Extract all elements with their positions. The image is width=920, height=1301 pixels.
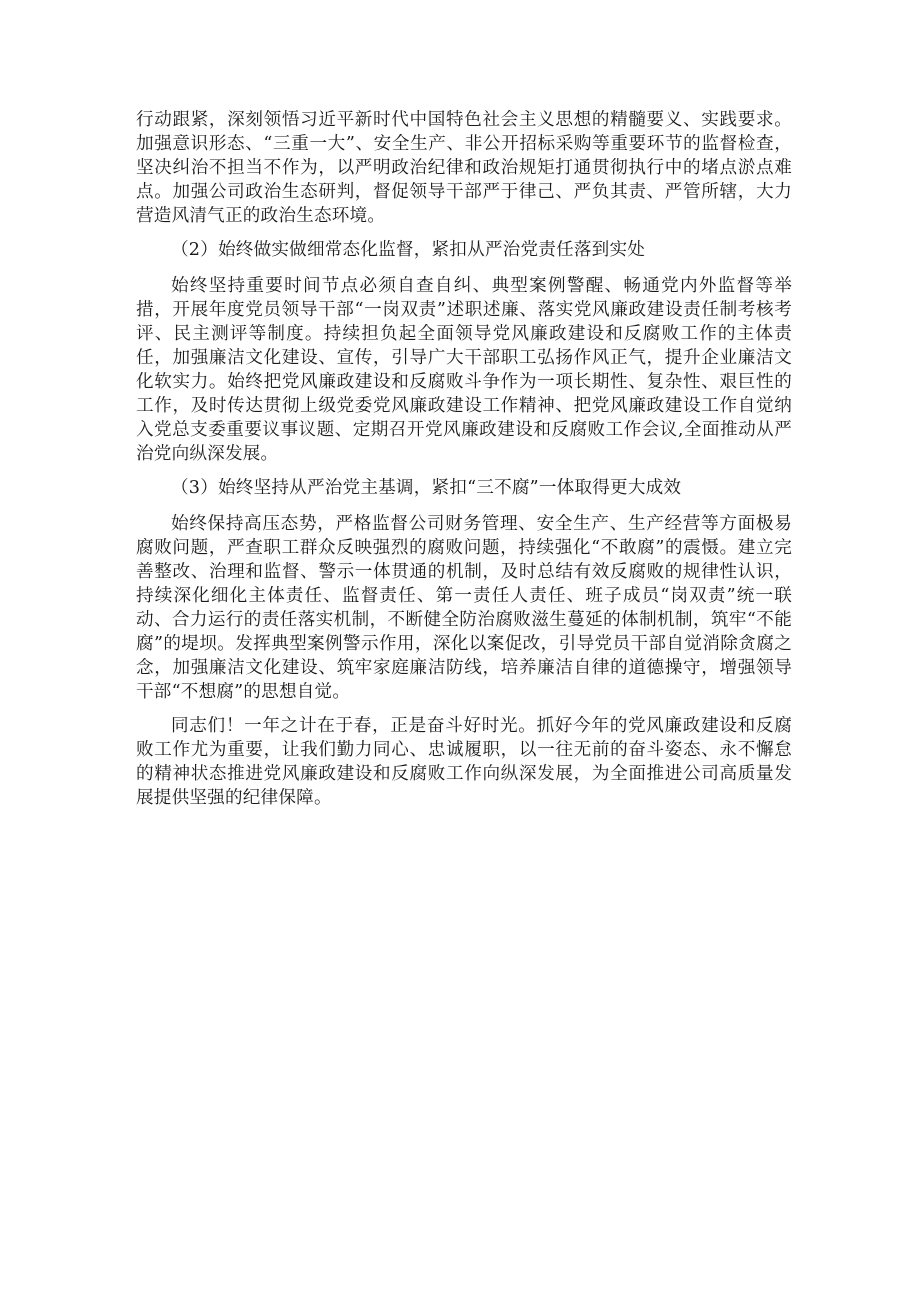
paragraph-closing: 同志们！一年之计在于春，正是奋斗好时光。抓好今年的党风廉政建设和反腐败工作尤为重要，让我们勤力同心、忠诚履职，以一往无前的奋斗姿态、永不懈怠的精神状态推进党风廉政建设和反腐败工作向纵深发展，为全面推进公司高质量发展提供坚强的纪律保障。 bbox=[136, 716, 792, 808]
document-page bbox=[136, 108, 792, 820]
section-heading-2: （2）始终做实做细常态化监督，紧扣从严治党责任落到实处 bbox=[171, 240, 646, 260]
paragraph-continuation: 行动跟紧，深刻领悟习近平新时代中国特色社会主义思想的精髓要义、实践要求。加强意识形态、“三重一大”、安全生产、非公开招标采购等重要环节的监督检查，坚决纠治不担当不作为，以严明政治纪律和政治规矩打通贯彻执行中的堵点淤点难点。加强公司政治生态研判，督促领导干部严于律己、严负其责、严管所辖，大力营造风清气正的政治生态环境。 bbox=[136, 110, 792, 226]
section-heading-3: （3）始终坚持从严治党主基调，紧扣“三不腐”一体取得更大成效 bbox=[171, 478, 682, 498]
paragraph-section-3: 始终保持高压态势，严格监督公司财务管理、安全生产、生产经营等方面极易腐败问题，严查职工群众反映强烈的腐败问题，持续强化“不敢腐”的震慑。建立完善整改、治理和监督、警示一体贯通的机制，及时总结有效反腐败的规律性认识，持续深化细化主体责任、监督责任、第一责任人责任、班子成员“岗双责”统一联动、合力运行的责任落实机制，不断健全防治腐败滋生蔓延的体制机制，筑牢“不能腐”的堤坝。发挥典型案例警示作用，深化以案促改，引导党员干部自觉消除贪腐之念，加强廉洁文化建设、筑牢家庭廉洁防线，培养廉洁自律的道德操守，增强领导干部“不想腐”的思想自觉。 bbox=[136, 514, 792, 702]
paragraph-section-2: 始终坚持重要时间节点必须自查自纠、典型案例警醒、畅通党内外监督等举措，开展年度党员领导干部“一岗双责”述职述廉、落实党风廉政建设责任制考核考评、民主测评等制度。持续担负起全面领导党风廉政建设和反腐败工作的主体责任，加强廉洁文化建设、宣传，引导广大干部职工弘扬作风正气，提升企业廉洁文化软实力。始终把党风廉政建设和反腐败斗争作为一项长期性、复杂性、艰巨性的工作，及时传达贯彻上级党委党风廉政建设工作精神、把党风廉政建设工作自觉纳入党总支委重要议事议题、定期召开党风廉政建设和反腐败工作会议,全面推动从严治党向纵深发展。 bbox=[136, 276, 792, 464]
